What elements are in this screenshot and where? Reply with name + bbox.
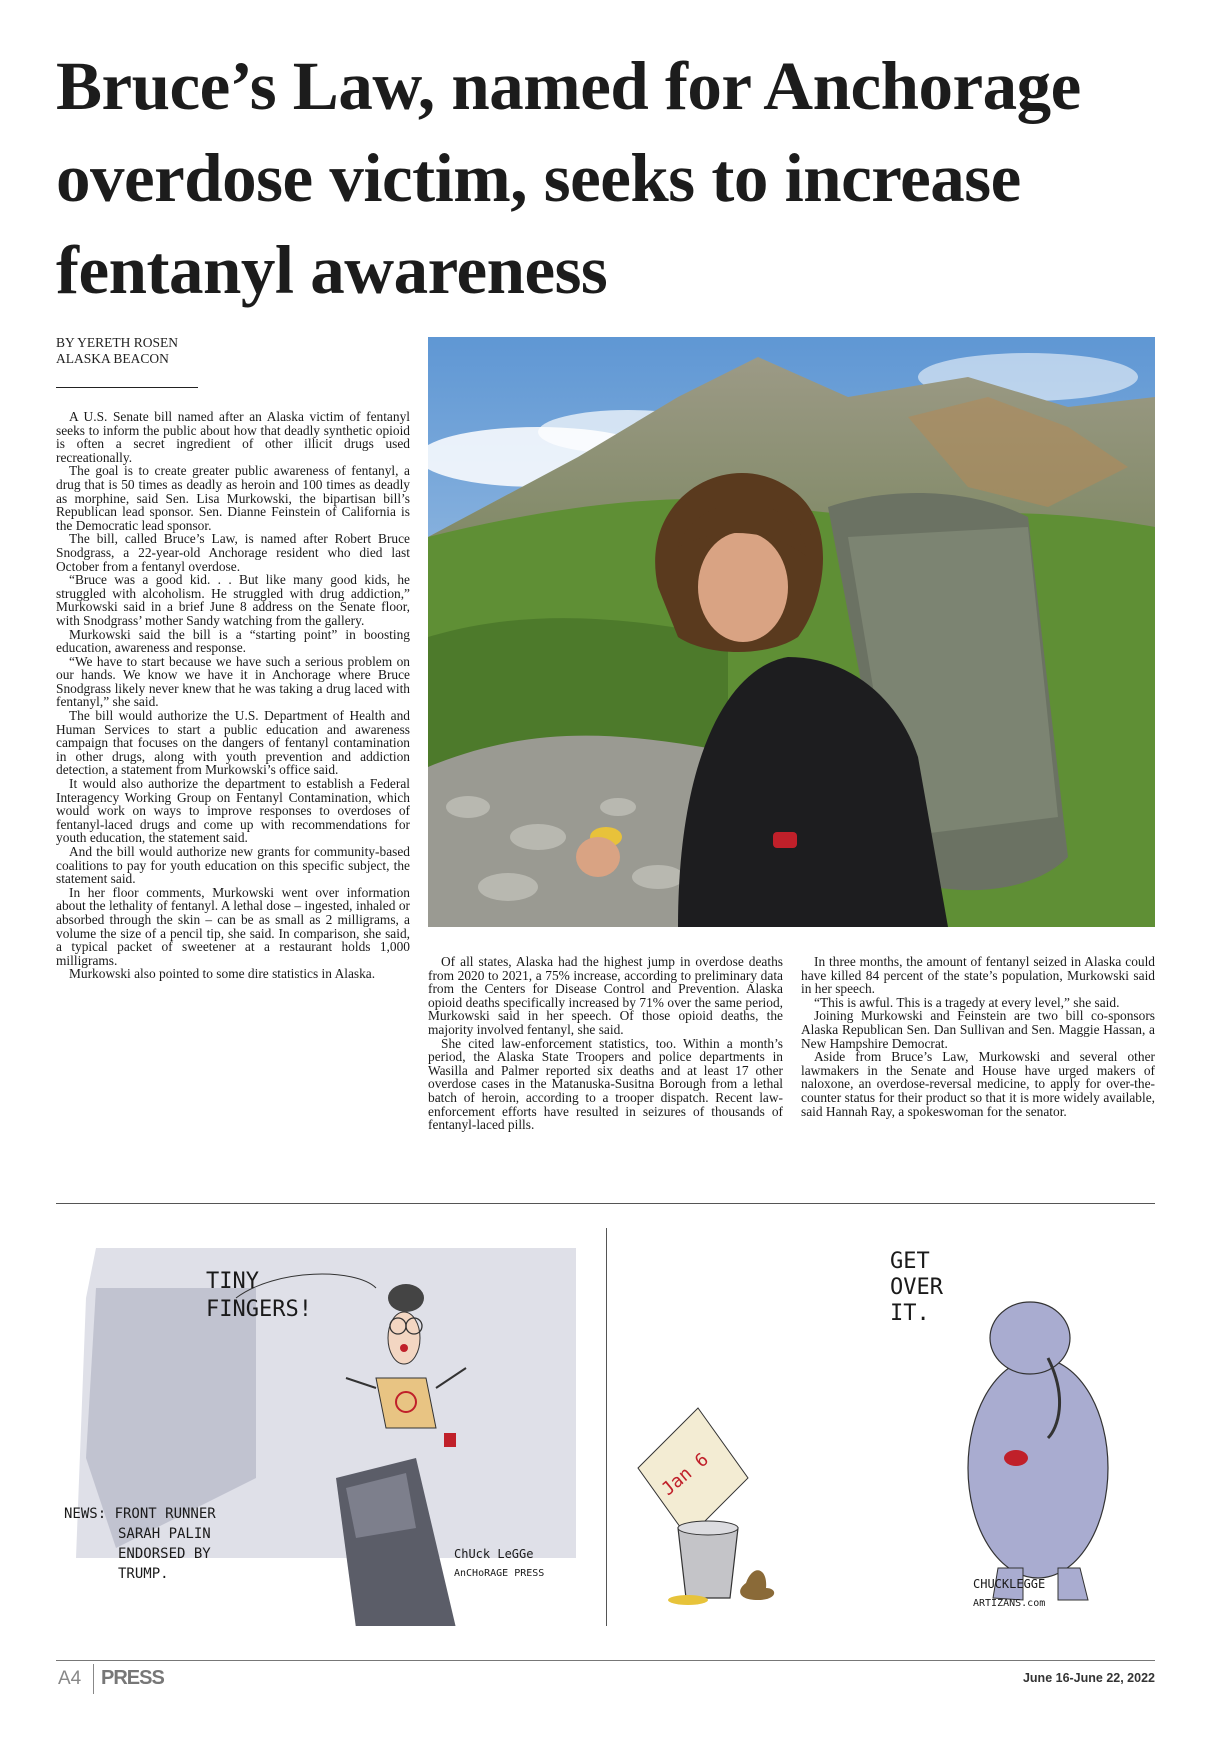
paragraph: Murkowski said the bill is a “starting point” in boosting education, awareness and response.	[56, 626, 410, 656]
speech-text-line1: GET	[890, 1249, 930, 1274]
paragraph: The bill, called Bruce’s Law, is named after Robert Bruce Snodgrass, a 22-year-old Anchorage resident who died last October from a fentanyl overdose.	[56, 531, 410, 574]
press-logo: PRESS	[101, 1667, 164, 1689]
section-divider	[56, 1203, 1155, 1204]
paper-label: Jan 6	[657, 1448, 713, 1500]
signature-line2: ARTIZANS.com	[973, 1598, 1046, 1609]
byline-rule	[56, 387, 198, 388]
byline-author: BY YERETH ROSEN	[56, 335, 179, 350]
byline	[56, 335, 198, 388]
byline-outlet: ALASKA BEACON	[56, 351, 169, 366]
footer-separator	[93, 1664, 94, 1694]
page-number: A4	[58, 1668, 82, 1689]
paragraph: “This is awful. This is a tragedy at every level,” she said.	[814, 994, 1120, 1010]
paragraph: It would also authorize the department to establish a Federal Interagency Working Group on Fentanyl Contamination, which would work on ways to improve responses to overdoses of fentanyl-laced drugs and come up with recommendations for youth education, the statement said.	[56, 776, 410, 846]
caption-line3: ENDORSED BY	[118, 1546, 211, 1562]
cartoon-right	[618, 1228, 1155, 1626]
cartoon-divider	[606, 1228, 607, 1626]
paragraph: “Bruce was a good kid. . . But like many good kids, he struggled with alcoholism. He struggled with drug addiction,” Murkowski said in a brief June 8 address on the Senate floor, with Snodgrass’ mother Sandy watching from the gallery.	[56, 572, 410, 628]
speech-text-line2: OVER	[890, 1275, 943, 1300]
paragraph: Aside from Bruce’s Law, Murkowski and several other lawmakers in the Senate and House have urged makers of naloxone, an overdose-reversal medicine, to apply for over-the-counter status for their product so that it is more widely available, said Hannah Ray, a spokeswoman for the senator.	[801, 1049, 1155, 1119]
paragraph: The bill would authorize the U.S. Department of Health and Human Services to start a public education and awareness campaign that focuses on the dangers of fentanyl contamination in other drugs, along with youth prevention and addiction detection, a statement from Murkowski’s office said.	[56, 708, 410, 778]
article-column-1	[56, 410, 410, 981]
signature-line2: AnCHoRAGE PRESS	[454, 1568, 545, 1579]
issue-date: June 16-June 22, 2022	[1022, 1671, 1155, 1685]
speech-text-line3: IT.	[890, 1301, 930, 1326]
paragraph: A U.S. Senate bill named after an Alaska victim of fentanyl seeks to inform the public about how that deadly synthetic opioid is often a secret ingredient of other illicit drugs used recreationally.	[56, 409, 410, 465]
article-column-2	[428, 955, 783, 1132]
paragraph: Murkowski also pointed to some dire statistics in Alaska.	[69, 966, 376, 982]
paragraph: And the bill would authorize new grants for community-based coalitions to pay for youth education on this specific subject, the statement said.	[56, 844, 410, 887]
speech-text-line2: FINGERS!	[206, 1297, 312, 1322]
headline: Bruce’s Law, named for Anchorage overdose victim, seeks to increase fentanyl awareness	[56, 48, 1081, 308]
paragraph: She cited law-enforcement statistics, too. Within a month’s period, the Alaska State Troopers and police departments in Wasilla and Palmer reported six deaths and at least 17 other overdose cases in the Matanuska-Susitna Borough from a lethal batch of heroin, according to a trooper dispatch. Recent law-enforcement efforts have resulted in seizures of thousands of fentanyl-laced pills.	[428, 1035, 783, 1133]
paragraph: The goal is to create greater public awareness of fentanyl, a drug that is 50 times as deadly as heroin and 100 times as deadly as morphine, said Sen. Lisa Murkowski, the bipartisan bill’s Republican lead sponsor. Sen. Dianne Feinstein of California is the Democratic lead sponsor.	[56, 463, 410, 533]
cartoon-left	[56, 1228, 596, 1626]
caption-line4: TRUMP.	[118, 1566, 169, 1582]
signature-line1: CHUCKLEGGE	[973, 1577, 1046, 1591]
paragraph: “We have to start because we have such a serious problem on our hands. We know we have it in Anchorage where Bruce Snodgrass likely never knew that he was taking a drug laced with fentanyl,” she said.	[56, 653, 410, 710]
article-photo	[428, 337, 1155, 927]
article-column-3	[801, 955, 1155, 1118]
footer-rule	[56, 1660, 1155, 1661]
paragraph: Of all states, Alaska had the highest jump in overdose deaths from 2020 to 2021, a 75% increase, according to preliminary data from the Centers for Disease Control and Prevention. Alaska opioid deaths specifically increased by 71% over the same period, Murkowski said in her speech. Of those opioid deaths, the majority involved fentanyl, she said.	[428, 954, 783, 1037]
caption-line1: NEWS: FRONT RUNNER	[64, 1506, 216, 1522]
paragraph: Joining Murkowski and Feinstein are two bill co-sponsors Alaska Republican Sen. Dan Sullivan and Sen. Maggie Hassan, a New Hampshire Democrat.	[801, 1008, 1155, 1051]
speech-text-line1: TINY	[206, 1269, 259, 1294]
paragraph: In three months, the amount of fentanyl seized in Alaska could have killed 84 percent of the state’s population, Murkowski said in her speech.	[801, 954, 1155, 997]
caption-line2: SARAH PALIN	[118, 1526, 211, 1542]
paragraph: In her floor comments, Murkowski went over information about the lethality of fentanyl. A lethal dose – ingested, inhaled or absorbed through the skin – can be as small as 2 milligrams, a volume the size of a pencil tip, she said. In comparison, she said, a typical packet of sweetener at a restaurant holds 1,000 milligrams.	[56, 884, 410, 968]
signature-line1: ChUck LeGGe	[454, 1547, 534, 1561]
